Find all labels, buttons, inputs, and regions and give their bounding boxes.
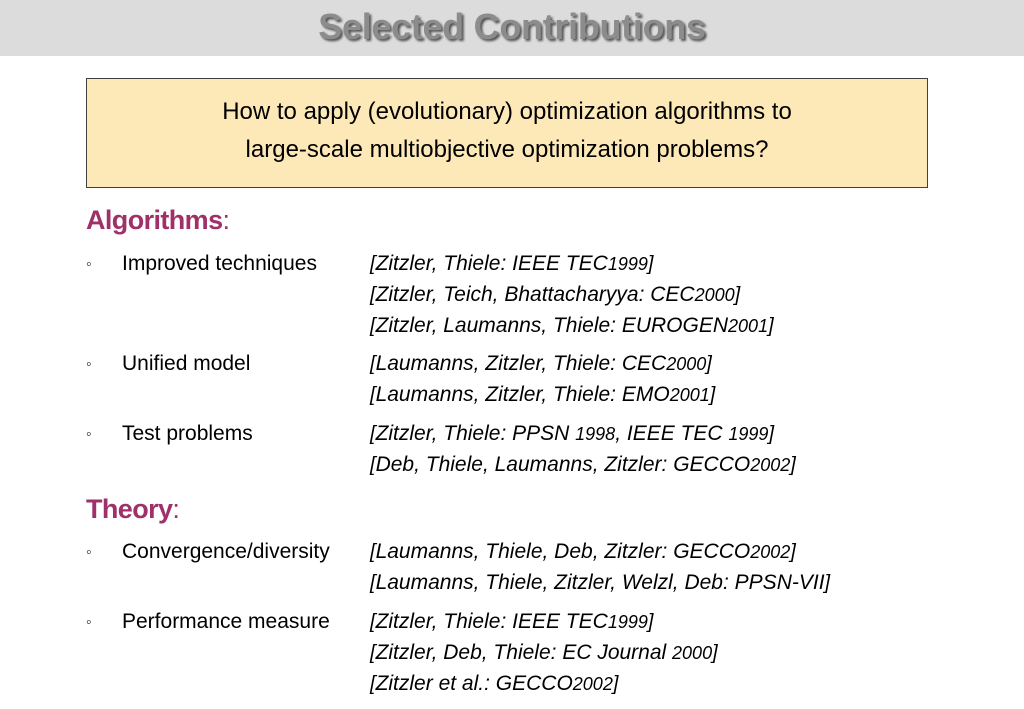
citation: [Laumanns, Zitzler, Thiele: EMO2001] — [370, 383, 716, 406]
citation: [Deb, Thiele, Laumanns, Zitzler: GECCO2002] — [370, 453, 796, 476]
question-line-1: How to apply (evolutionary) optimization algorithms to — [222, 98, 792, 125]
citation: [Zitzler, Thiele: IEEE TEC1999] — [370, 252, 654, 275]
slide-title: Selected Contributions — [318, 6, 706, 47]
citation: [Zitzler, Teich, Bhattacharyya: CEC2000] — [370, 283, 741, 306]
item-label-convergence-diversity: Convergence/diversity — [122, 540, 330, 563]
bullet-marker: ◦ — [86, 614, 92, 631]
section-heading-algorithms — [86, 205, 229, 236]
citation: [Zitzler, Deb, Thiele: EC Journal 2000] — [370, 641, 718, 664]
citation: [Laumanns, Zitzler, Thiele: CEC2000] — [370, 352, 712, 375]
bullet-marker: ◦ — [86, 256, 92, 273]
bullet-marker: ◦ — [86, 356, 92, 373]
item-label-unified-model: Unified model — [122, 352, 251, 375]
citation: [Zitzler, Thiele: IEEE TEC1999] — [370, 610, 654, 633]
citation: [Laumanns, Thiele, Zitzler, Welzl, Deb: PPSN-VII] — [370, 571, 831, 594]
bullet-marker: ◦ — [86, 426, 92, 443]
citation: [Zitzler, Thiele: PPSN 1998, IEEE TEC 1999] — [370, 422, 774, 445]
section-heading-text: Algorithms — [86, 205, 223, 235]
item-label-test-problems: Test problems — [122, 422, 253, 445]
section-heading-colon: : — [222, 205, 230, 235]
item-label-performance-measure: Performance measure — [122, 610, 330, 633]
citation: [Laumanns, Thiele, Deb, Zitzler: GECCO2002] — [370, 540, 796, 563]
question-line-2: large-scale multiobjective optimization problems? — [245, 136, 769, 163]
citation: [Zitzler et al.: GECCO2002] — [370, 672, 619, 695]
citation: [Zitzler, Laumanns, Thiele: EUROGEN2001] — [370, 314, 774, 337]
bullet-marker: ◦ — [86, 544, 92, 561]
section-heading-text: Theory — [86, 494, 173, 524]
section-heading-theory — [86, 494, 179, 525]
section-heading-colon: : — [172, 494, 180, 524]
item-label-improved-techniques: Improved techniques — [122, 252, 317, 275]
question-box — [86, 78, 928, 188]
